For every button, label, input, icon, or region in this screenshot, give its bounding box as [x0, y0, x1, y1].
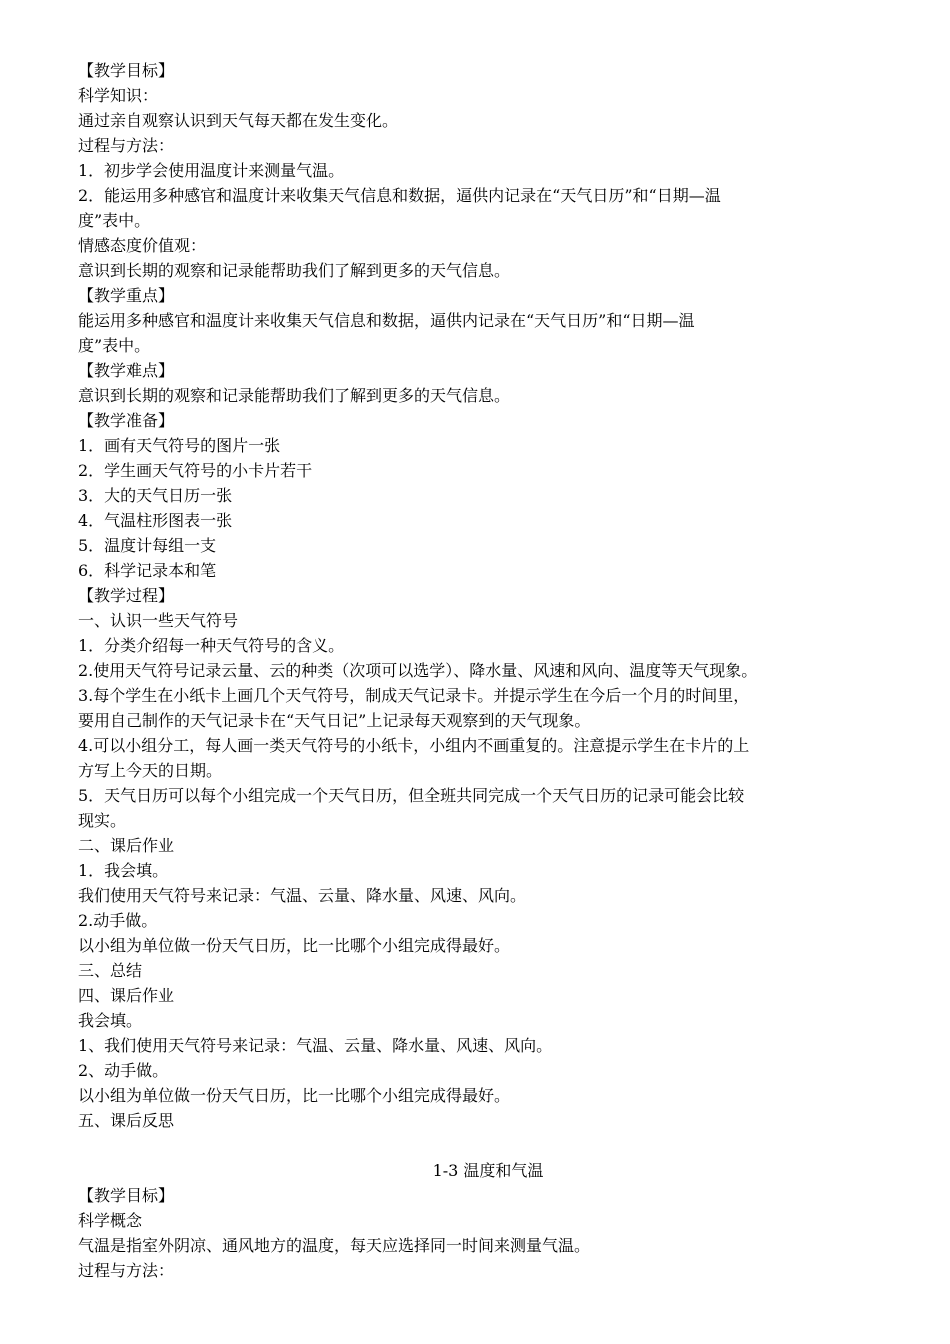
text-line: 1．分类介绍每一种天气符号的含义。 [78, 636, 345, 655]
text-line: 意识到长期的观察和记录能帮助我们了解到更多的天气信息。 [78, 386, 511, 405]
list-item: 4．气温柱形图表一张 [78, 511, 233, 530]
text-line: 5．天气日历可以每个小组完成一个天气日历，但全班共同完成一个天气日历的记录可能会比较 [78, 786, 745, 805]
subheading-science-concept: 科学概念 [78, 1211, 143, 1230]
heading-teaching-goals: 【教学目标】 [78, 1186, 175, 1205]
text-line: 1．初步学会使用温度计来测量气温。 [78, 161, 345, 180]
text-line: 2.使用天气符号记录云量、云的种类（次项可以选学）、降水量、风速和风向、温度等天气现象。 [78, 661, 758, 680]
document-page [78, 58, 878, 1283]
heading-teaching-focus: 【教学重点】 [78, 286, 175, 305]
text-line: 以小组为单位做一份天气日历，比一比哪个小组完成得最好。 [78, 1086, 511, 1105]
lesson-title: 1-3 温度和气温 [432, 1161, 544, 1180]
heading-teaching-difficulty: 【教学难点】 [78, 361, 175, 380]
heading-teaching-goals: 【教学目标】 [78, 61, 175, 80]
list-item: 6．科学记录本和笔 [78, 561, 217, 580]
section-heading: 四、课后作业 [78, 986, 175, 1005]
section-heading: 一、认识一些天气符号 [78, 611, 239, 630]
list-item: 3．大的天气日历一张 [78, 486, 233, 505]
text-line: 1、我们使用天气符号来记录：气温、云量、降水量、风速、风向。 [78, 1036, 553, 1055]
subheading-process-method: 过程与方法： [78, 136, 175, 155]
section-heading: 三、总结 [78, 961, 143, 980]
heading-teaching-process: 【教学过程】 [78, 586, 175, 605]
text-line: 能运用多种感官和温度计来收集天气信息和数据，逼供内记录在“天气日历”和“日期—温 [78, 311, 695, 330]
subheading-process-method: 过程与方法： [78, 1261, 175, 1280]
list-item: 5．温度计每组一支 [78, 536, 217, 555]
text-line: 1．我会填。 [78, 861, 169, 880]
blank-line [78, 1133, 878, 1158]
heading-teaching-preparation: 【教学准备】 [78, 411, 175, 430]
text-line: 方写上今天的日期。 [78, 761, 223, 780]
text-line: 意识到长期的观察和记录能帮助我们了解到更多的天气信息。 [78, 261, 511, 280]
text-line: 3.每个学生在小纸卡上画几个天气符号，制成天气记录卡。并提示学生在今后一个月的时间里， [78, 686, 750, 705]
section-heading: 五、课后反思 [78, 1111, 175, 1130]
text-line: 2.动手做。 [78, 911, 158, 930]
text-line: 度”表中。 [78, 211, 151, 230]
text-line: 4.可以小组分工，每人画一类天气符号的小纸卡，小组内不画重复的。注意提示学生在卡片的上 [78, 736, 750, 755]
text-line: 要用自己制作的天气记录卡在“天气日记”上记录每天观察到的天气现象。 [78, 711, 591, 730]
text-line: 2．能运用多种感官和温度计来收集天气信息和数据，逼供内记录在“天气日历”和“日期—温 [78, 186, 721, 205]
text-line: 度”表中。 [78, 336, 151, 355]
text-line: 2、动手做。 [78, 1061, 169, 1080]
list-item: 1．画有天气符号的图片一张 [78, 436, 281, 455]
text-line: 以小组为单位做一份天气日历，比一比哪个小组完成得最好。 [78, 936, 511, 955]
section-heading: 二、课后作业 [78, 836, 175, 855]
list-item: 2．学生画天气符号的小卡片若干 [78, 461, 313, 480]
text-line: 现实。 [78, 811, 127, 830]
text-line: 我会填。 [78, 1011, 143, 1030]
text-line: 气温是指室外阴凉、通风地方的温度，每天应选择同一时间来测量气温。 [78, 1236, 591, 1255]
subheading-science-knowledge: 科学知识： [78, 86, 159, 105]
text-line: 我们使用天气符号来记录：气温、云量、降水量、风速、风向。 [78, 886, 527, 905]
text-line: 通过亲自观察认识到天气每天都在发生变化。 [78, 111, 399, 130]
subheading-attitude-values: 情感态度价值观： [78, 236, 207, 255]
